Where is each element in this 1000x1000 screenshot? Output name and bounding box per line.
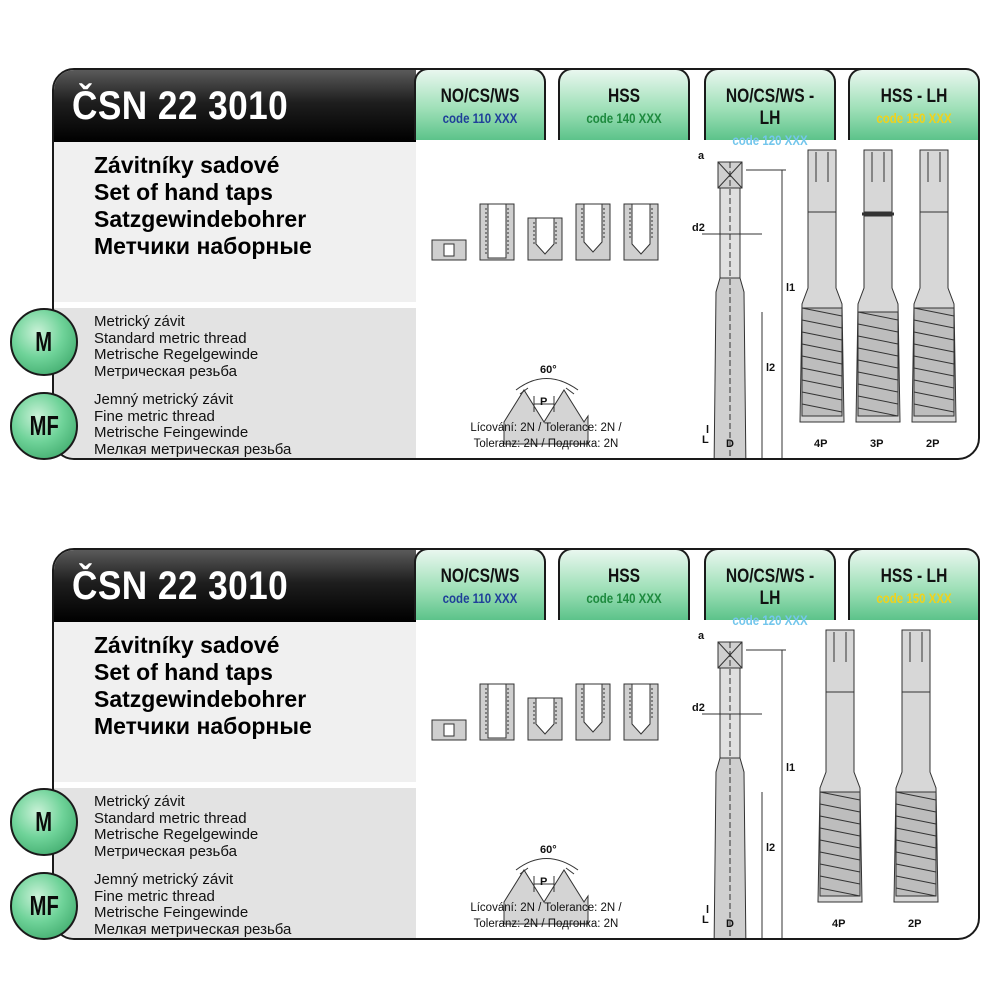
tap-4p xyxy=(800,150,844,422)
dimensioned-tap-icon xyxy=(702,642,786,940)
fine-ru: Мелкая метрическая резьба xyxy=(94,920,292,938)
tap-set-icon xyxy=(818,630,938,902)
fine-en: Fine metric thread xyxy=(94,407,215,425)
code-150: code 150 XXX xyxy=(876,110,952,126)
title-bar xyxy=(54,70,416,142)
hole-stages-icon xyxy=(432,684,658,740)
tab-hss-lh: HSS - LH code 150 XXX xyxy=(848,68,980,140)
pitch-label: P xyxy=(540,876,548,888)
dim-l1-label: l1 xyxy=(786,282,796,294)
dim-D-label: D xyxy=(726,438,734,450)
dim-l1-label: l1 xyxy=(786,762,796,774)
tolerance-line-1: Lícování: 2N / Tolerance: 2N / xyxy=(470,422,622,434)
standard-title: ČSN 22 3010 xyxy=(72,564,289,608)
code-120: code 120 XXX xyxy=(732,612,808,628)
tap-label-3p: 3P xyxy=(870,438,884,450)
badge-m: M xyxy=(10,308,78,376)
name-ru: Метчики наборные xyxy=(94,713,312,739)
code-140: code 140 XXX xyxy=(586,590,662,606)
tap-label-4p: 4P xyxy=(814,438,828,450)
tolerance-note xyxy=(436,900,656,932)
name-en: Set of hand taps xyxy=(94,179,273,205)
drawing-svg xyxy=(416,622,980,940)
code-110: code 110 XXX xyxy=(442,590,518,606)
name-cz: Závitníky sadové xyxy=(94,632,280,658)
badge-mf: MF xyxy=(10,872,78,940)
tolerance-note xyxy=(436,420,656,452)
name-en: Set of hand taps xyxy=(94,659,273,685)
product-names-panel xyxy=(54,142,416,302)
metric-cz: Metrický závit xyxy=(94,313,185,330)
code-140: code 140 XXX xyxy=(586,110,662,126)
badge-m: M xyxy=(10,788,78,856)
tolerance-line-2: Toleranz: 2N / Подгонка: 2N xyxy=(473,918,619,930)
fine-de: Metrische Feingewinde xyxy=(94,424,249,441)
metric-de: Metrische Regelgewinde xyxy=(94,346,259,363)
dim-D-label: D xyxy=(726,918,734,930)
drawing-svg xyxy=(416,142,980,460)
code-120: code 120 XXX xyxy=(732,132,808,148)
fine-ru: Мелкая метрическая резьба xyxy=(94,440,292,458)
technical-drawing xyxy=(416,142,980,460)
tab-no-cs-ws: NO/CS/WS code 110 XXX xyxy=(414,68,546,140)
thread-types-panel xyxy=(54,308,416,460)
tap-2p xyxy=(912,150,956,422)
fine-cz: Jemný metrický závit xyxy=(94,391,234,408)
dim-d2-label: d2 xyxy=(692,222,705,234)
pitch-label: P xyxy=(540,396,548,408)
badge-mf: MF xyxy=(10,392,78,460)
code-150: code 150 XXX xyxy=(876,590,952,606)
metric-cz: Metrický závit xyxy=(94,793,185,810)
tolerance-line-1: Lícování: 2N / Tolerance: 2N / xyxy=(470,902,622,914)
tap-4p xyxy=(818,630,862,902)
metric-en: Standard metric thread xyxy=(94,329,247,347)
tab-no-cs-ws-lh: NO/CS/WS - LH code 120 XXX xyxy=(704,548,836,620)
dim-l2-label: l2 xyxy=(766,842,776,854)
thread-types-panel xyxy=(54,788,416,940)
tab-hss: HSS code 140 XXX xyxy=(558,548,690,620)
angle-label: 60° xyxy=(540,364,557,376)
dim-d2-label: d2 xyxy=(692,702,705,714)
tab-hss-lh: HSS - LH code 150 XXX xyxy=(848,548,980,620)
metric-ru: Метрическая резьба xyxy=(94,362,237,380)
fine-cz: Jemný metrický závit xyxy=(94,871,234,888)
name-de: Satzgewindebohrer xyxy=(94,206,307,232)
dimensioned-tap-icon xyxy=(702,162,786,460)
technical-drawing xyxy=(416,622,980,940)
tap-2p xyxy=(894,630,938,902)
metric-de: Metrische Regelgewinde xyxy=(94,826,259,843)
product-card-2 xyxy=(52,548,980,940)
dim-a-label: a xyxy=(698,150,705,162)
tab-no-cs-ws: NO/CS/WS code 110 XXX xyxy=(414,548,546,620)
material-tabs xyxy=(414,68,980,148)
dim-a-label: a xyxy=(698,630,705,642)
metric-en: Standard metric thread xyxy=(94,809,247,827)
tolerance-line-2: Toleranz: 2N / Подгонка: 2N xyxy=(473,438,619,450)
hole-stages-icon xyxy=(432,204,658,260)
fine-en: Fine metric thread xyxy=(94,887,215,905)
tap-set-icon xyxy=(800,150,956,422)
fine-de: Metrische Feingewinde xyxy=(94,904,249,921)
tap-label-4p: 4P xyxy=(832,918,846,930)
name-ru: Метчики наборные xyxy=(94,233,312,259)
product-names-panel xyxy=(54,622,416,782)
name-de: Satzgewindebohrer xyxy=(94,686,307,712)
title-bar xyxy=(54,550,416,622)
material-tabs xyxy=(414,548,980,628)
dim-L-label: L xyxy=(702,434,709,446)
tap-label-2p: 2P xyxy=(908,918,922,930)
name-cz: Závitníky sadové xyxy=(94,152,280,178)
tap-3p xyxy=(856,150,900,422)
dim-l2-label: l2 xyxy=(766,362,776,374)
tap-label-2p: 2P xyxy=(926,438,940,450)
dim-l-label: l xyxy=(706,424,710,436)
dim-l-label: l xyxy=(706,904,710,916)
tab-no-cs-ws-lh: NO/CS/WS - LH code 120 XXX xyxy=(704,68,836,140)
angle-label: 60° xyxy=(540,844,557,856)
dim-L-label: L xyxy=(702,914,709,926)
product-card-1 xyxy=(52,68,980,460)
tab-hss: HSS code 140 XXX xyxy=(558,68,690,140)
code-110: code 110 XXX xyxy=(442,110,518,126)
standard-title: ČSN 22 3010 xyxy=(72,84,289,128)
metric-ru: Метрическая резьба xyxy=(94,842,237,860)
